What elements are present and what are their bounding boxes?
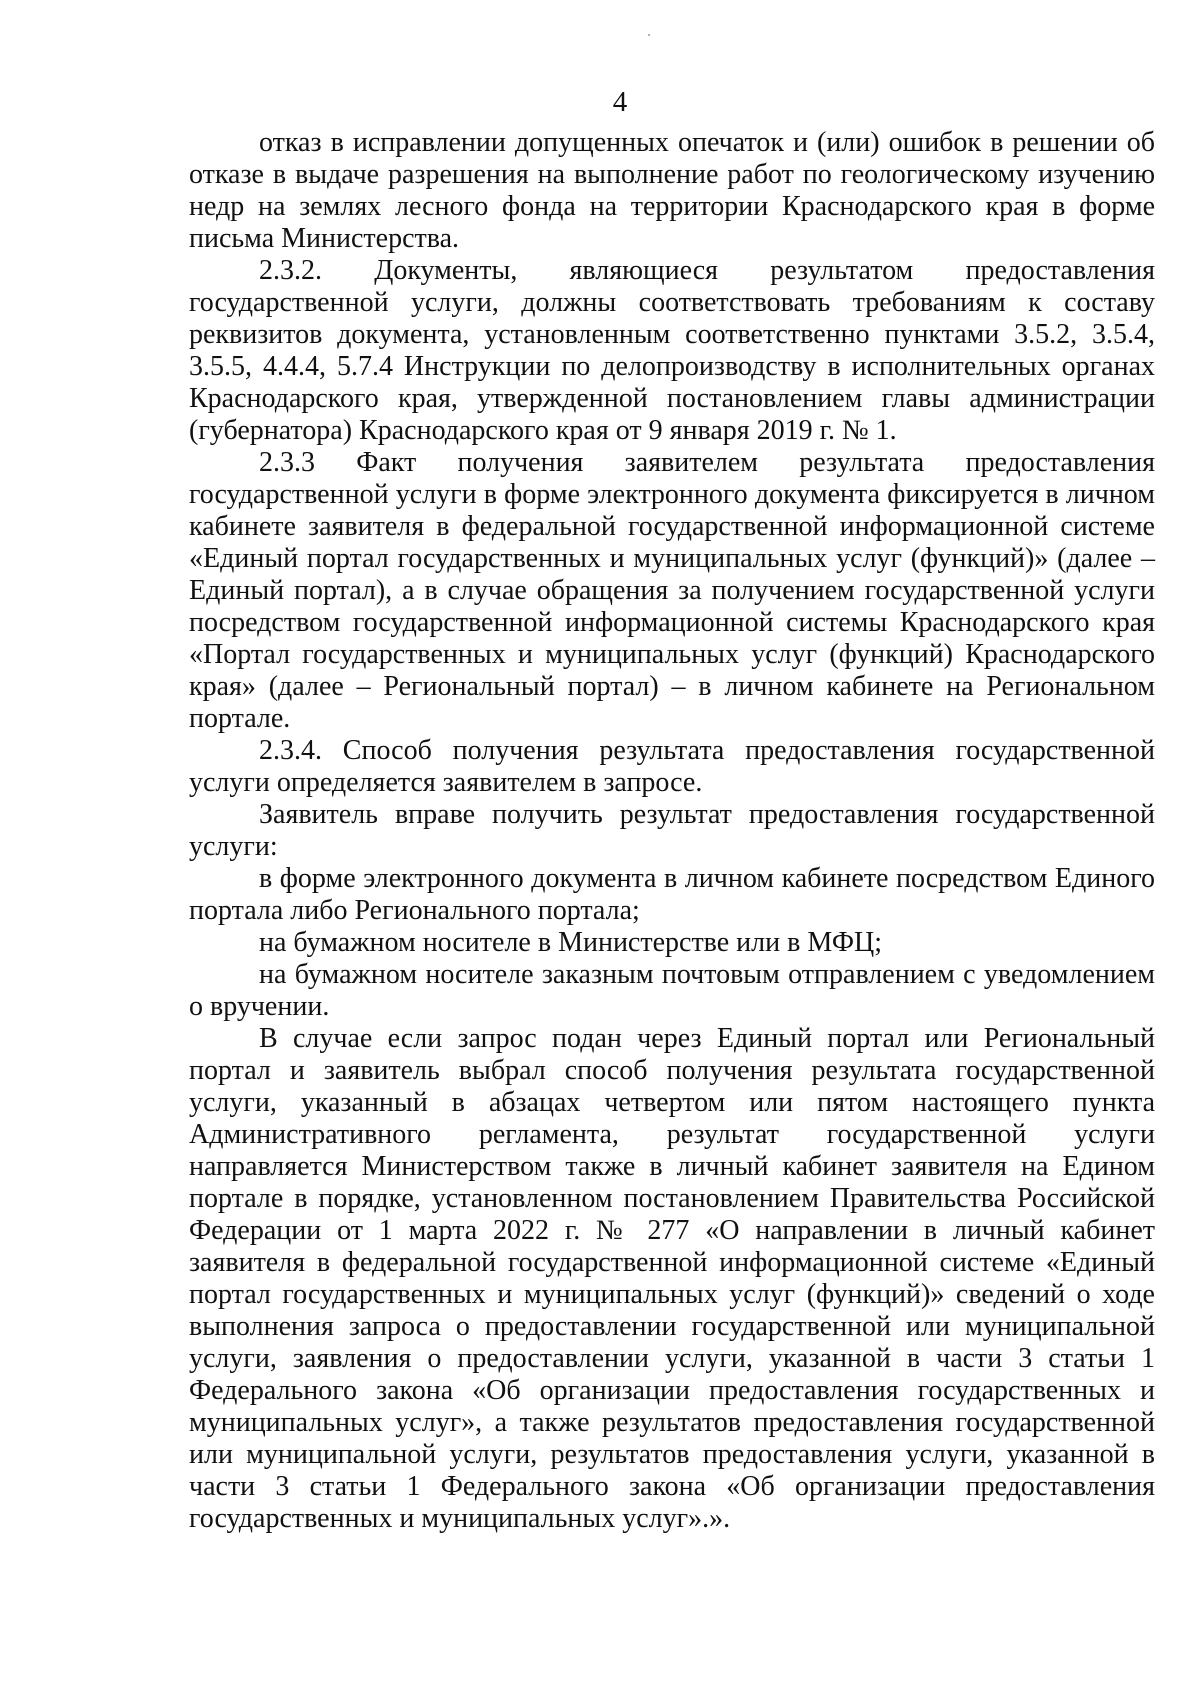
scan-speck xyxy=(648,34,650,36)
paragraph-2-3-4: 2.3.4. Способ получения результата предоставления государственной услуги определяется заявителем в запросе. xyxy=(189,735,1155,798)
page-number: 4 xyxy=(612,86,628,118)
paragraph-option-electronic: в форме электронного документа в личном кабинете посредством Единого портала либо Регионального портала; xyxy=(189,863,1155,926)
paragraph-refusal-letter: отказ в исправлении допущенных опечаток и (или) ошибок в решении об отказе в выдаче разрешения на выполнение работ по геологическому изучению недр на землях лесного фонда на территории Краснодарского края в форме письма Министерства. xyxy=(189,127,1155,254)
paragraph-option-paper-mail: на бумажном носителе заказным почтовым отправлением с уведомлением о вручении. xyxy=(189,959,1155,1022)
document-body xyxy=(189,127,1155,1535)
paragraph-2-3-3: 2.3.3 Факт получения заявителем результата предоставления государственной услуги в форме электронного документа фиксируется в личном кабинете заявителя в федеральной государственной информационной системе «Единый портал государственных и муниципальных услуг (функций)» (далее – Единый портал), а в случае обращения за получением государственной услуги посредством государственной информационной системы Краснодарского края «Портал государственных и муниципальных услуг (функций) Краснодарского края» (далее – Региональный портал) – в личном кабинете на Региональном портале. xyxy=(189,447,1155,734)
paragraph-2-3-2: 2.3.2. Документы, являющиеся результатом предоставления государственной услуги, должны соответствовать требованиям к составу реквизитов документа, установленным соответственно пунктами 3.5.2, 3.5.4, 3.5.5, 4.4.4, 5.7.4 Инструкции по делопроизводству в исполнительных органах Краснодарского края, утвержденной постановлением главы администрации (губернатора) Краснодарского края от 9 января 2019 г. № 1. xyxy=(189,255,1155,446)
paragraph-applicant-rights: Заявитель вправе получить результат предоставления государственной услуги: xyxy=(189,799,1155,862)
paragraph-option-paper-office: на бумажном носителе в Министерстве или в МФЦ; xyxy=(259,927,882,958)
paragraph-portal-case: В случае если запрос подан через Единый портал или Региональный портал и заявитель выбрал способ получения результата государственной услуги, указанный в абзацах четвертом или пятом настоящего пункта Административного регламента, результат государственной услуги направляется Министерством также в личный кабинет заявителя на Едином портале в порядке, установленном постановлением Правительства Российской Федерации от 1 марта 2022 г. № 277 «О направлении в личный кабинет заявителя в федеральной государственной информационной системе «Единый портал государственных и муниципальных услуг (функций)» сведений о ходе выполнения запроса о предоставлении государственной или муниципальной услуги, заявления о предоставлении услуги, указанной в части 3 статьи 1 Федерального закона «Об организации предоставления государственных и муниципальных услуг», а также результатов предоставления государственной или муниципальной услуги, результатов предоставления услуги, указанной в части 3 статьи 1 Федерального закона «Об организации предоставления государственных и муниципальных услуг».». xyxy=(189,1023,1155,1534)
